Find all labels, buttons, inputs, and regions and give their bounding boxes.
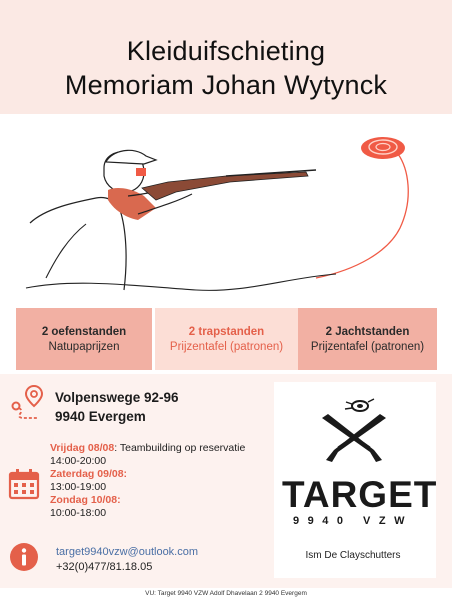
address-block <box>55 388 179 426</box>
contact-block <box>56 545 198 575</box>
day-label: Vrijdag 08/08 <box>50 442 115 454</box>
page-title: Kleiduifschieting <box>126 36 326 66</box>
day-label: Zaterdag 09/08: <box>50 468 128 480</box>
stand-card-oefen <box>16 308 152 370</box>
footer-legal: VU: Target 9940 VZW Adolf Dhavelaan 2 9940 Evergem <box>145 590 307 597</box>
saturday-time: 13:00-19:00 <box>50 481 107 493</box>
stand-prize: Natuраprijzen <box>48 340 120 353</box>
brand-name: TARGET <box>282 474 438 515</box>
calendar-icon <box>8 468 40 500</box>
stand-card-trap <box>155 308 298 370</box>
info-icon <box>9 542 39 572</box>
stand-prize: Prijzentafel (patronen) <box>310 340 425 353</box>
phone-number: +32(0)477/81.18.05 <box>56 561 153 573</box>
stand-prize: Prijzentafel (patronen) <box>169 340 284 353</box>
stand-title: 2 Jachtstanden <box>325 325 410 338</box>
clay-target-icon <box>345 399 374 411</box>
friday-time: 14:00-20:00 <box>50 455 107 467</box>
brand-sub: 9940 VZW <box>293 515 413 527</box>
clay-target-icon <box>316 137 408 278</box>
sunday-time: 10:00-18:00 <box>50 507 107 519</box>
address-city: 9940 Evergem <box>55 409 146 424</box>
shooter-illustration <box>16 128 436 298</box>
schedule-block <box>50 442 245 520</box>
crossed-rifles-icon <box>316 392 392 464</box>
day-label: Zondag 10/08: <box>50 494 121 506</box>
schedule-friday <box>50 442 245 455</box>
friday-note: : Teambuilding op reservatie <box>114 442 246 454</box>
stands-row <box>16 308 437 370</box>
address-street: Volpenswege 92-96 <box>55 390 179 405</box>
page-subtitle: Memoriam Johan Wytynck <box>64 70 388 100</box>
stand-title: 2 trapstanden <box>188 325 265 338</box>
route-pin-icon <box>10 384 46 420</box>
email-link[interactable]: target9940vzw@outlook.com <box>56 546 199 558</box>
stand-title: 2 oefenstanden <box>41 325 127 338</box>
stand-card-jacht <box>298 308 437 370</box>
partner-note: Ism De Clayschutters <box>305 550 401 561</box>
